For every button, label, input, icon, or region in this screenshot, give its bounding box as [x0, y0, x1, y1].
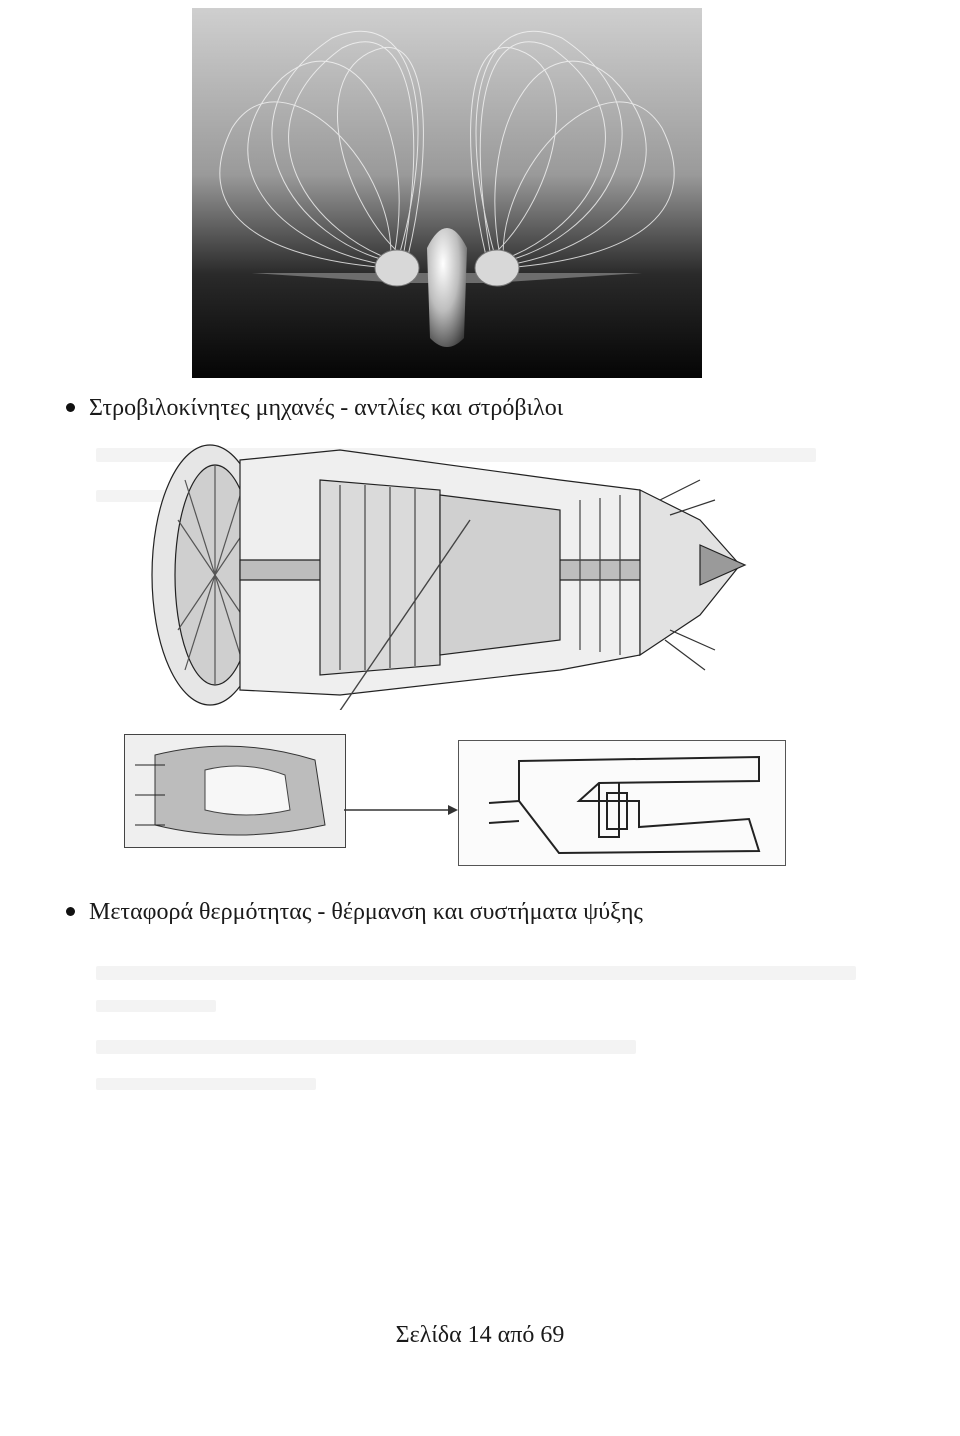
- vortex-render-image: [192, 8, 702, 378]
- bullet-item: [66, 394, 563, 422]
- bleed-through-mark: [96, 966, 856, 980]
- bleed-through-mark: [96, 1078, 316, 1090]
- combustor-detail-figure: [124, 734, 346, 848]
- vortex-render-figure: [192, 8, 702, 378]
- combustor-detail-image: [125, 735, 345, 847]
- cooling-schematic-image: [459, 741, 785, 865]
- bleed-through-mark: [96, 1000, 216, 1012]
- bullet-text: Στροβιλοκίνητες μηχανές - αντλίες και στρόβιλοι: [89, 395, 564, 421]
- bullet-text: Μεταφορά θερμότητας - θέρμανση και συστήματα ψύξης: [89, 899, 643, 925]
- arrow-icon: [344, 800, 460, 820]
- bullet-dot-icon: [66, 907, 75, 916]
- bullet-item: [66, 898, 643, 926]
- bullet-dot-icon: [66, 403, 75, 412]
- page-number: Σελίδα 14 από 69: [395, 1322, 565, 1348]
- cooling-schematic-figure: [458, 740, 786, 866]
- engine-cutaway-image: [140, 440, 750, 710]
- bleed-through-mark: [96, 1040, 636, 1054]
- engine-cutaway-figure: [140, 440, 750, 710]
